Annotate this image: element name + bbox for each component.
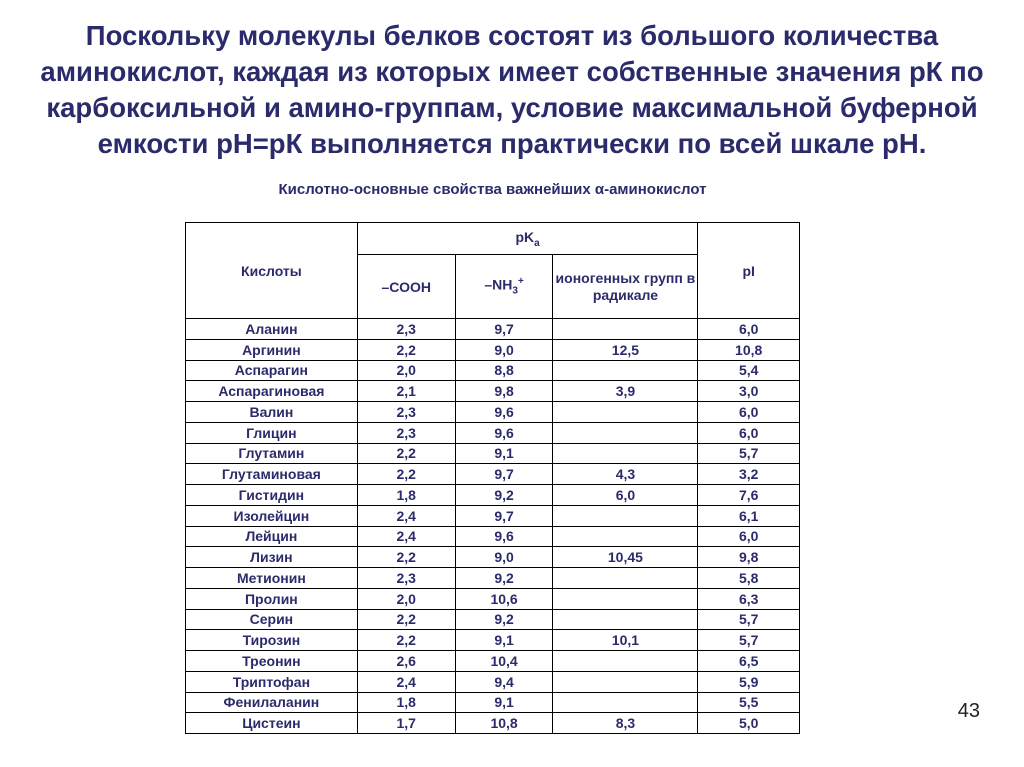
cell-ionogenic bbox=[553, 609, 698, 630]
cell-pi: 6,1 bbox=[698, 505, 800, 526]
cell-nh3: 9,7 bbox=[455, 319, 553, 340]
cell-name: Серин bbox=[186, 609, 358, 630]
cell-nh3: 9,2 bbox=[455, 609, 553, 630]
cell-pi: 10,8 bbox=[698, 339, 800, 360]
cell-ionogenic: 10,45 bbox=[553, 547, 698, 568]
cell-cooh: 2,2 bbox=[357, 609, 455, 630]
cell-name: Метионин bbox=[186, 568, 358, 589]
table-row bbox=[186, 547, 800, 568]
cell-ionogenic: 3,9 bbox=[553, 381, 698, 402]
cell-pi: 5,9 bbox=[698, 671, 800, 692]
cell-nh3: 9,6 bbox=[455, 422, 553, 443]
cell-pi: 6,0 bbox=[698, 319, 800, 340]
cell-cooh: 2,3 bbox=[357, 422, 455, 443]
header-pka: $рK_a$ bbox=[357, 223, 698, 255]
cell-name: Гистидин bbox=[186, 485, 358, 506]
cell-cooh: 2,3 bbox=[357, 402, 455, 423]
header-acids: Кислоты bbox=[186, 223, 358, 319]
header-pi: pI bbox=[698, 223, 800, 319]
cell-name: Пролин bbox=[186, 588, 358, 609]
cell-ionogenic: 10,1 bbox=[553, 630, 698, 651]
cell-ionogenic: 4,3 bbox=[553, 464, 698, 485]
cell-nh3: 9,1 bbox=[455, 692, 553, 713]
cell-pi: 6,3 bbox=[698, 588, 800, 609]
cell-pi: 5,7 bbox=[698, 630, 800, 651]
cell-cooh: 2,0 bbox=[357, 360, 455, 381]
cell-cooh: 2,6 bbox=[357, 651, 455, 672]
table-row bbox=[186, 381, 800, 402]
cell-name: Аспарагин bbox=[186, 360, 358, 381]
cell-name: Цистеин bbox=[186, 713, 358, 734]
cell-name: Аспарагиновая bbox=[186, 381, 358, 402]
table-title: Кислотно-основные свойства важнейших α-аминокислот bbox=[278, 181, 707, 198]
cell-ionogenic bbox=[553, 588, 698, 609]
cell-name: Аргинин bbox=[186, 339, 358, 360]
table-row bbox=[186, 526, 800, 547]
cell-nh3: 9,6 bbox=[455, 402, 553, 423]
cell-name: Аланин bbox=[186, 319, 358, 340]
cell-cooh: 2,2 bbox=[357, 464, 455, 485]
table-row bbox=[186, 422, 800, 443]
cell-name: Лизин bbox=[186, 547, 358, 568]
cell-cooh: 2,4 bbox=[357, 505, 455, 526]
table-row bbox=[186, 505, 800, 526]
table-row bbox=[186, 713, 800, 734]
cell-cooh: 2,1 bbox=[357, 381, 455, 402]
table-row bbox=[186, 671, 800, 692]
cell-cooh: 2,2 bbox=[357, 339, 455, 360]
cell-name: Тирозин bbox=[186, 630, 358, 651]
table-row bbox=[186, 609, 800, 630]
page-number: 43 bbox=[957, 700, 980, 722]
cell-ionogenic bbox=[553, 671, 698, 692]
table-row bbox=[186, 651, 800, 672]
cell-pi: 5,7 bbox=[698, 443, 800, 464]
header-ionogenic: ионогенных групп в радикале bbox=[553, 255, 698, 319]
cell-ionogenic bbox=[553, 402, 698, 423]
cell-pi: 5,4 bbox=[698, 360, 800, 381]
cell-cooh: 2,2 bbox=[357, 547, 455, 568]
cell-ionogenic: 12,5 bbox=[553, 339, 698, 360]
cell-nh3: 9,2 bbox=[455, 485, 553, 506]
cell-pi: 6,5 bbox=[698, 651, 800, 672]
table-row bbox=[186, 485, 800, 506]
cell-cooh: 1,8 bbox=[357, 485, 455, 506]
cell-ionogenic bbox=[553, 568, 698, 589]
cell-pi: 6,0 bbox=[698, 402, 800, 423]
cell-cooh: 2,4 bbox=[357, 671, 455, 692]
cell-nh3: 8,8 bbox=[455, 360, 553, 381]
table-row bbox=[186, 339, 800, 360]
cell-nh3: 9,1 bbox=[455, 630, 553, 651]
cell-ionogenic bbox=[553, 319, 698, 340]
cell-cooh: 1,8 bbox=[357, 692, 455, 713]
cell-cooh: 1,7 bbox=[357, 713, 455, 734]
cell-ionogenic bbox=[553, 692, 698, 713]
cell-pi: 5,0 bbox=[698, 713, 800, 734]
table-row bbox=[186, 443, 800, 464]
cell-cooh: 2,3 bbox=[357, 568, 455, 589]
cell-name: Триптофан bbox=[186, 671, 358, 692]
cell-cooh: 2,0 bbox=[357, 588, 455, 609]
cell-nh3: 9,7 bbox=[455, 505, 553, 526]
cell-pi: 5,5 bbox=[698, 692, 800, 713]
table-row bbox=[186, 692, 800, 713]
table-row bbox=[186, 360, 800, 381]
cell-nh3: 9,6 bbox=[455, 526, 553, 547]
cell-nh3: 10,8 bbox=[455, 713, 553, 734]
cell-pi: 6,0 bbox=[698, 526, 800, 547]
cell-name: Лейцин bbox=[186, 526, 358, 547]
cell-pi: 9,8 bbox=[698, 547, 800, 568]
cell-name: Глутамин bbox=[186, 443, 358, 464]
table-row bbox=[186, 630, 800, 651]
cell-cooh: 2,3 bbox=[357, 319, 455, 340]
cell-nh3: 10,4 bbox=[455, 651, 553, 672]
table-row bbox=[186, 588, 800, 609]
cell-ionogenic bbox=[553, 360, 698, 381]
table-row bbox=[186, 319, 800, 340]
cell-ionogenic bbox=[553, 526, 698, 547]
cell-nh3: 9,8 bbox=[455, 381, 553, 402]
table-row bbox=[186, 402, 800, 423]
cell-nh3: 9,0 bbox=[455, 339, 553, 360]
cell-nh3: 9,0 bbox=[455, 547, 553, 568]
cell-name: Валин bbox=[186, 402, 358, 423]
cell-ionogenic bbox=[553, 651, 698, 672]
cell-pi: 7,6 bbox=[698, 485, 800, 506]
cell-ionogenic bbox=[553, 505, 698, 526]
cell-pi: 3,2 bbox=[698, 464, 800, 485]
cell-cooh: 2,2 bbox=[357, 443, 455, 464]
cell-name: Треонин bbox=[186, 651, 358, 672]
cell-name: Фенилаланин bbox=[186, 692, 358, 713]
table-row bbox=[186, 464, 800, 485]
cell-pi: 3,0 bbox=[698, 381, 800, 402]
cell-ionogenic bbox=[553, 443, 698, 464]
table-body bbox=[186, 319, 800, 734]
cell-nh3: 10,6 bbox=[455, 588, 553, 609]
header-nh3: $-NH_3^+$ bbox=[455, 255, 553, 319]
intro-paragraph: Поскольку молекулы белков состоят из большого количества аминокислот, каждая из которых имеет собственные значения рК по карбоксильной и амино-группам, условие максимальной буферной емкости рН=рК выполняется практически по всей шкале рН. bbox=[40, 20, 984, 159]
amino-acid-table bbox=[185, 222, 800, 734]
cell-nh3: 9,1 bbox=[455, 443, 553, 464]
cell-pi: 5,7 bbox=[698, 609, 800, 630]
header-cooh: –СООН bbox=[357, 255, 455, 319]
cell-ionogenic: 8,3 bbox=[553, 713, 698, 734]
cell-pi: 6,0 bbox=[698, 422, 800, 443]
cell-nh3: 9,7 bbox=[455, 464, 553, 485]
table-row bbox=[186, 568, 800, 589]
cell-pi: 5,8 bbox=[698, 568, 800, 589]
cell-nh3: 9,2 bbox=[455, 568, 553, 589]
cell-name: Глицин bbox=[186, 422, 358, 443]
cell-name: Изолейцин bbox=[186, 505, 358, 526]
cell-ionogenic: 6,0 bbox=[553, 485, 698, 506]
cell-name: Глутаминовая bbox=[186, 464, 358, 485]
cell-cooh: 2,4 bbox=[357, 526, 455, 547]
cell-ionogenic bbox=[553, 422, 698, 443]
cell-cooh: 2,2 bbox=[357, 630, 455, 651]
cell-nh3: 9,4 bbox=[455, 671, 553, 692]
